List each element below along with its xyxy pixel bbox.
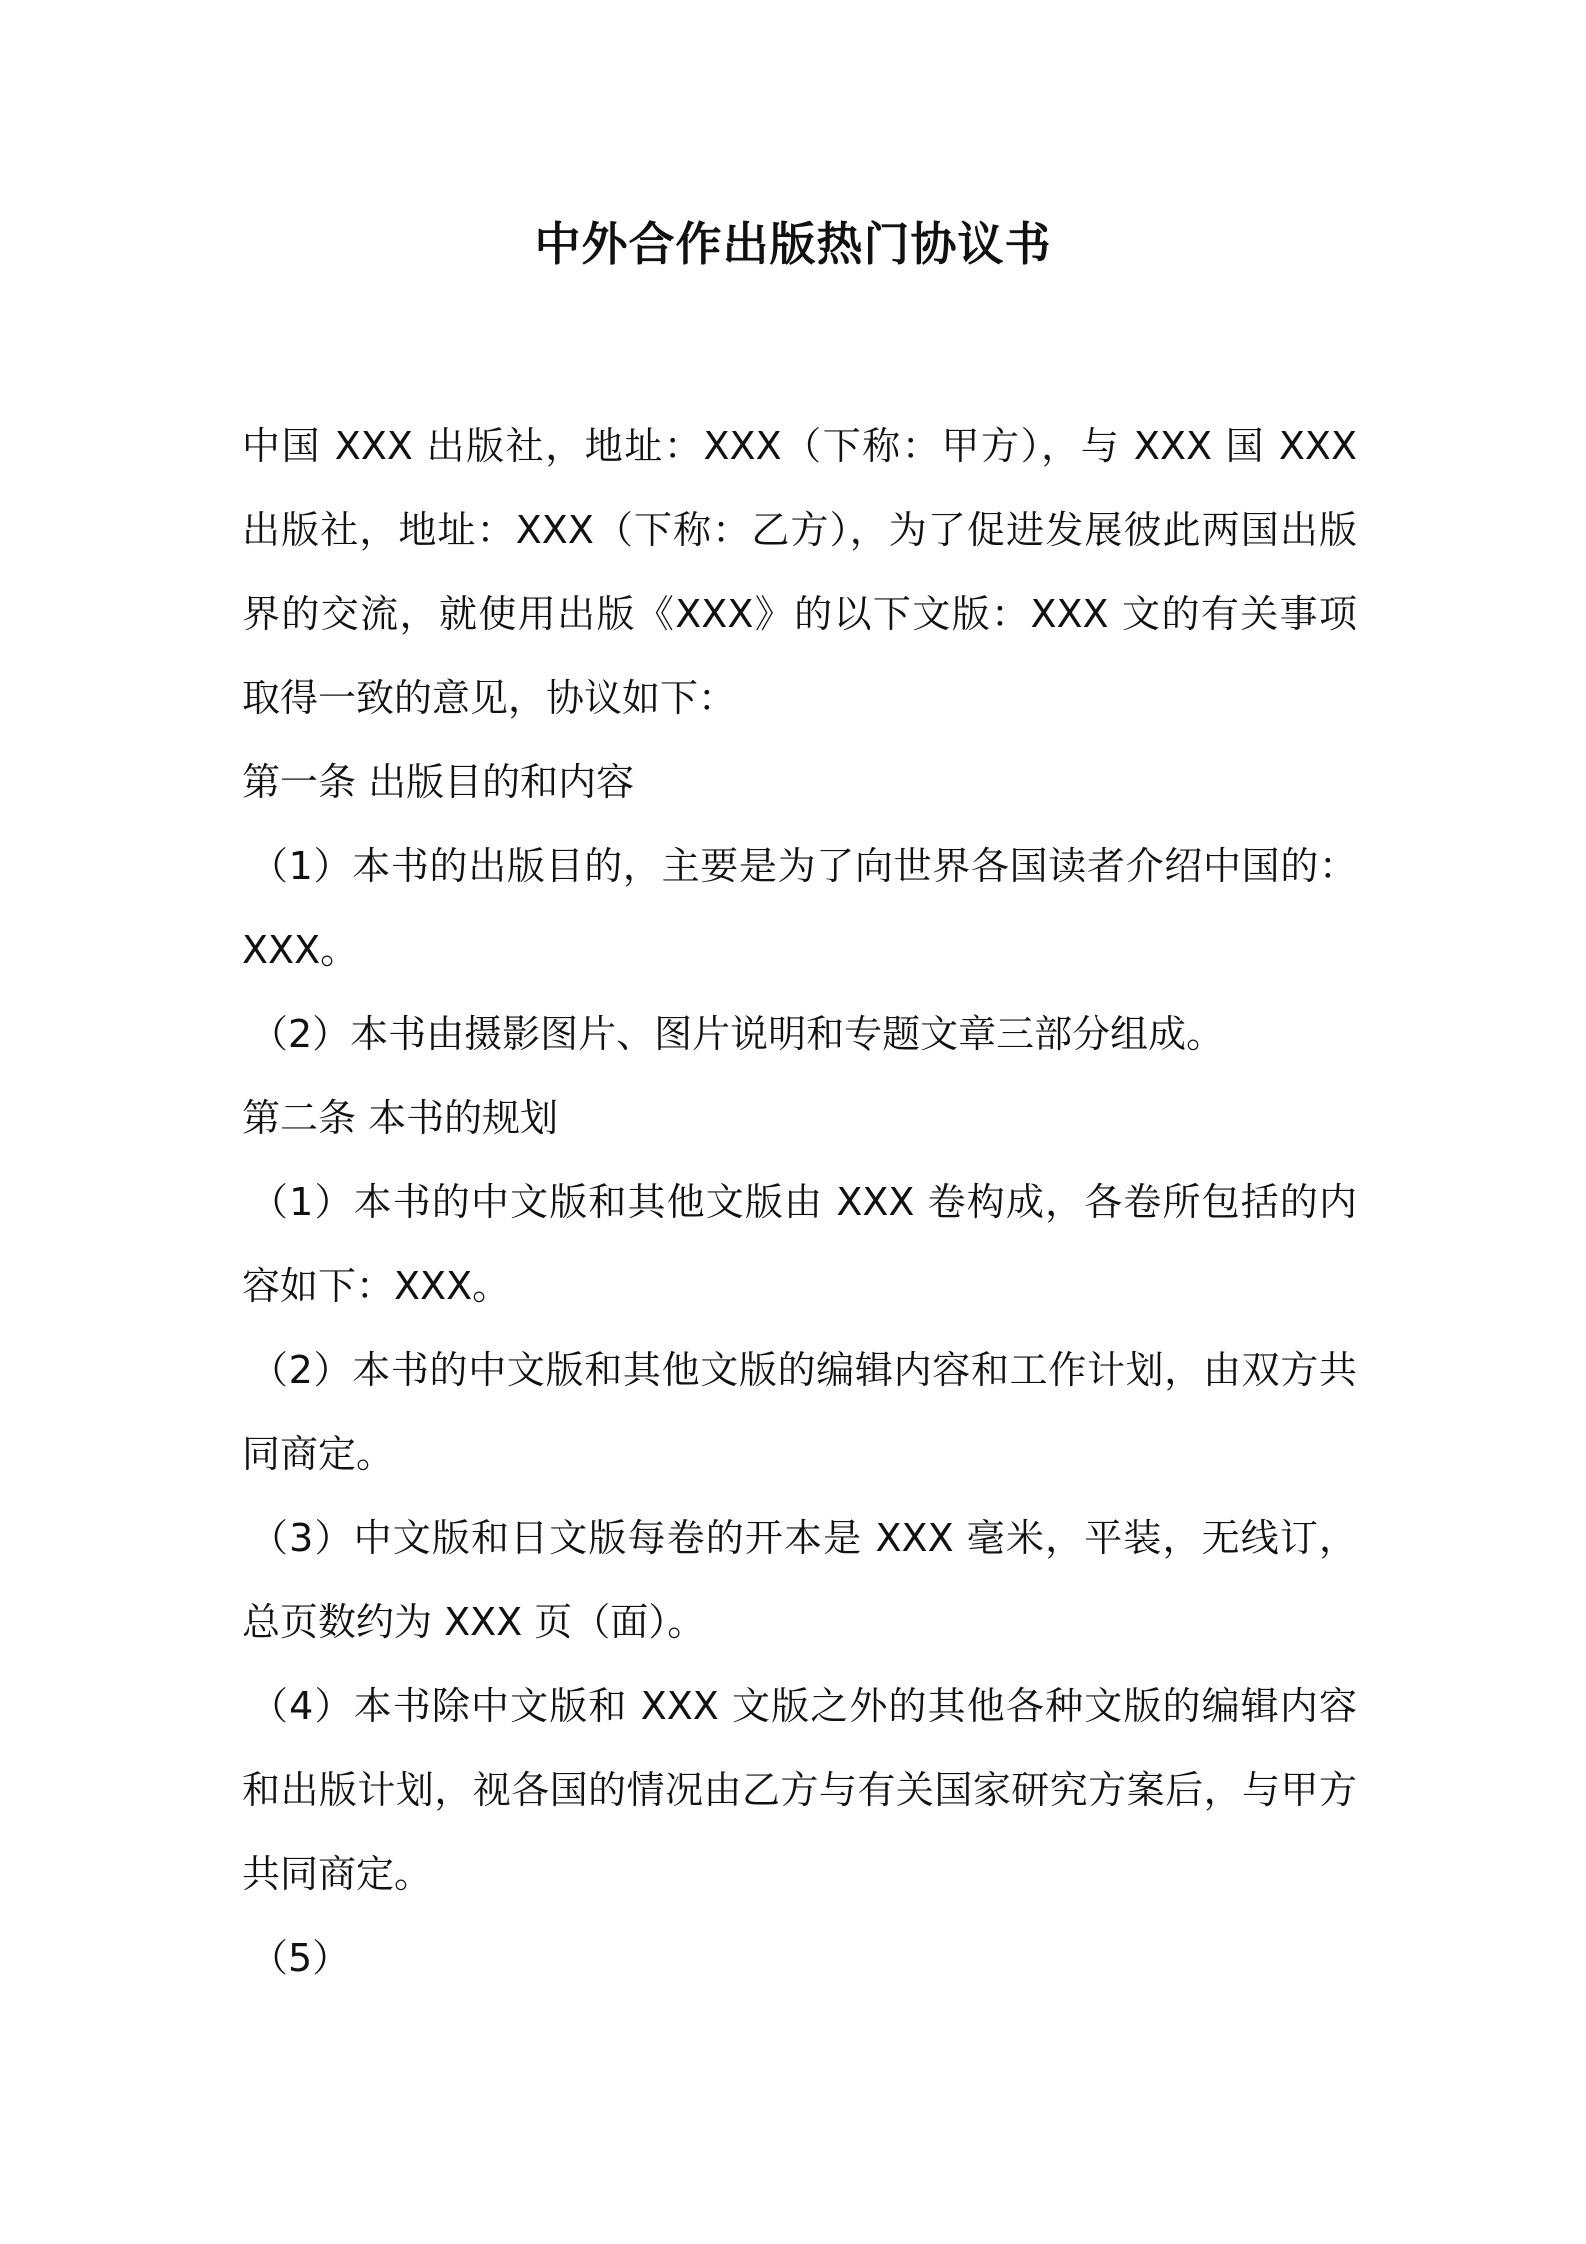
article-2-clause-1: （1）本书的中文版和其他文版由 XXX 卷构成，各卷所包括的内容如下：XXX。 xyxy=(242,1180,1357,1308)
article-2-clause-2: （2）本书的中文版和其他文版的编辑内容和工作计划，由双方共同商定。 xyxy=(242,1348,1357,1476)
article-2-clause-4: （4）本书除中文版和 XXX 文版之外的其他各种文版的编辑内容和出版计划，视各国的情况由乙方与有关国家研究方案后，与甲方共同商定。 xyxy=(242,1684,1357,1896)
article-1-clause-1: （1）本书的出版目的，主要是为了向世界各国读者介绍中国的：XXX。 xyxy=(242,844,1357,972)
article-2-heading: 第二条 本书的规划 xyxy=(242,1096,559,1140)
article-2-clause-3: （3）中文版和日文版每卷的开本是 XXX 毫米，平装，无线订，总页数约为 XXX 页（面）。 xyxy=(242,1516,1357,1644)
article-1-heading: 第一条 出版目的和内容 xyxy=(242,760,635,804)
intro-paragraph: 中国 XXX 出版社，地址：XXX（下称：甲方），与 XXX 国 XXX 出版社，地址：XXX（下称：乙方），为了促进发展彼此两国出版界的交流，就使用出版《XXX》的以下文版：XXX 文的有关事项取得一致的意见，协议如下： xyxy=(242,424,1357,720)
article-2-clause-5: （5） xyxy=(250,1936,351,1980)
article-1-clause-2: （2）本书由摄影图片、图片说明和专题文章三部分组成。 xyxy=(250,1012,1225,1056)
document-body xyxy=(242,404,1357,2000)
document-title: 中外合作出版热门协议书 xyxy=(534,217,1052,271)
